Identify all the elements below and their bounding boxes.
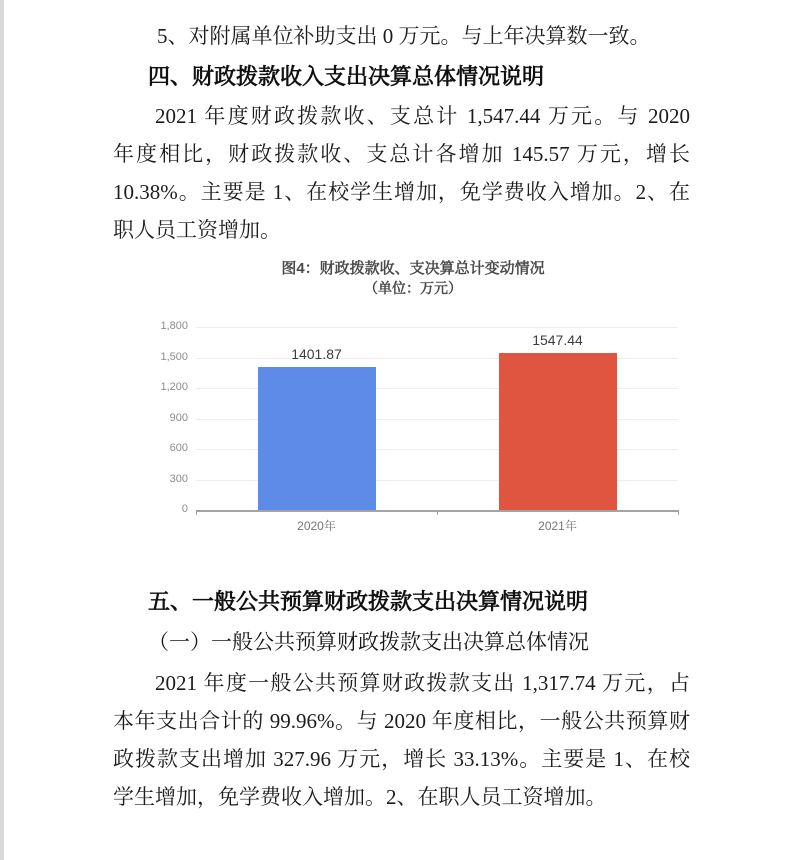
y-axis-tick-label: 1,800 [160, 320, 188, 332]
paragraph-line: 本年支出合计的 99.96%。与 2020 年度相比，一般公共预算财 [113, 709, 690, 733]
bar-value-label: 1401.87 [291, 346, 342, 363]
section5-heading: 五、一般公共预算财政拨款支出决算情况说明 [148, 589, 589, 614]
paragraph-line: 2021 年度财政拨款收、支总计 1,547.44 万元。与 2020 [155, 104, 690, 128]
paragraph-line: 职人员工资增加。 [113, 218, 281, 242]
item5-text: 5、对附属单位补助支出 0 万元。与上年决算数一致。 [157, 24, 651, 48]
y-axis-tick-label: 1,500 [160, 350, 188, 363]
chart-gridline [196, 327, 678, 328]
bar-2020年 [258, 367, 376, 510]
section5-paragraph [113, 664, 690, 816]
x-axis-tick-mark [678, 510, 679, 515]
y-axis-tick-label: 900 [169, 411, 188, 424]
y-axis-tick-label: 1,200 [160, 381, 188, 393]
y-axis-tick-label: 300 [169, 472, 188, 485]
paragraph-line: 年度相比，财政拨款收、支总计各增加 145.57 万元，增长 [113, 142, 690, 166]
figure4-chart-unit-subtitle: （单位：万元） [364, 280, 462, 296]
figure4-bar-chart [150, 311, 690, 541]
bar-2021年 [499, 353, 617, 510]
x-axis-category-label: 2021年 [538, 519, 577, 533]
x-axis-tick-mark [196, 510, 197, 515]
x-axis-category-label: 2020年 [297, 519, 336, 533]
section5-subheading: （一）一般公共预算财政拨款支出决算总体情况 [148, 630, 589, 654]
figure4-title-block [133, 259, 693, 297]
paragraph-line: 2021 年度一般公共预算财政拨款支出 1,317.74 万元，占 [155, 671, 690, 695]
paragraph-line: 学生增加，免学费收入增加。2、在职人员工资增加。 [113, 785, 607, 809]
x-axis-tick-mark [437, 510, 438, 515]
y-axis-tick-label: 600 [169, 442, 188, 454]
document-content [113, 16, 690, 816]
bar-value-label: 1547.44 [532, 331, 583, 348]
paragraph-line: 政拨款支出增加 327.96 万元，增长 33.13%。主要是 1、在校 [113, 747, 690, 771]
section4-heading: 四、财政拨款收入支出决算总体情况说明 [148, 64, 545, 89]
paragraph-line: 10.38%。主要是 1、在校学生增加，免学费收入增加。2、在 [113, 180, 690, 204]
figure4-chart-title: 图4：财政拨款收、支决算总计变动情况 [281, 260, 545, 277]
page-edge-strip [0, 0, 4, 860]
y-axis-tick-label: 0 [181, 503, 188, 515]
section4-paragraph [113, 97, 690, 249]
